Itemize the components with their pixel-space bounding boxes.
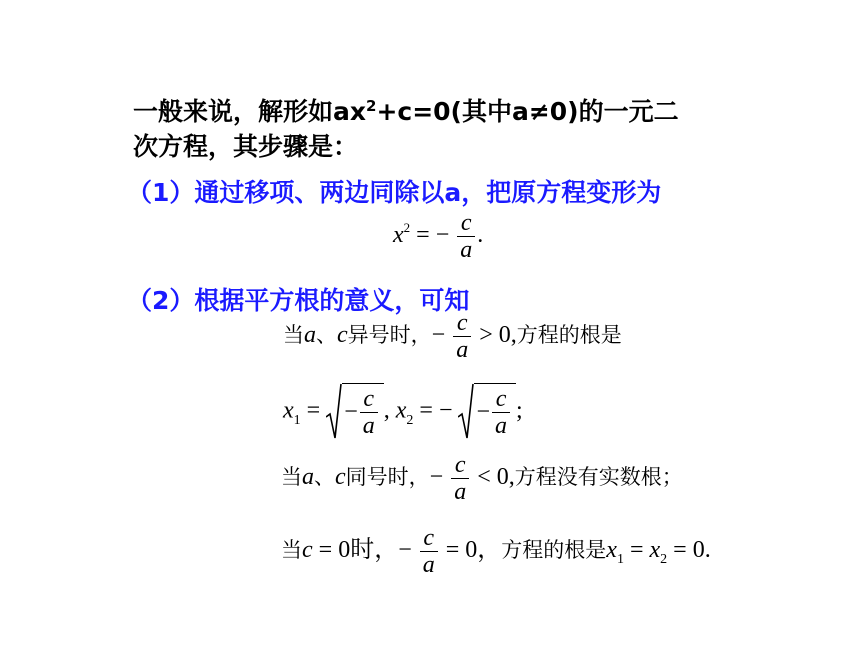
roots-x2-sub: 2 xyxy=(406,412,414,428)
roots-x1-sub: 1 xyxy=(293,412,301,428)
intro-line-1-prefix: 一般来说，解形如ax xyxy=(133,97,366,126)
intro-line-1 xyxy=(133,92,679,128)
case1-when: 当 xyxy=(283,323,304,348)
case1-c: c xyxy=(337,322,348,349)
roots-fraction-1 xyxy=(360,386,378,439)
case1-rel: > 0, xyxy=(479,322,517,349)
case3-cond: = 0时， xyxy=(318,537,399,564)
case3-x2: x xyxy=(649,537,661,564)
case1-tail: 方程的根是 xyxy=(516,323,622,348)
step1-den: a xyxy=(457,236,475,263)
roots-num-1: c xyxy=(363,386,375,412)
case2-den: a xyxy=(451,478,469,505)
roots-end: ; xyxy=(516,397,523,424)
case3-fraction xyxy=(420,525,438,578)
roots-x2: x xyxy=(395,397,407,424)
case1-line xyxy=(283,310,622,363)
intro-line-1-suffix: +c=0(其中a≠0)的一元二 xyxy=(376,97,679,126)
case1-den: a xyxy=(453,336,471,363)
roots-den-2: a xyxy=(492,412,510,439)
step1-fraction xyxy=(457,210,475,263)
case1-sep: 、 xyxy=(316,323,337,348)
intro-line-2: 次方程，其步骤是： xyxy=(133,132,359,161)
radical-sign-icon xyxy=(458,383,474,441)
case2-num: c xyxy=(454,452,466,478)
case1-fraction xyxy=(453,310,471,363)
roots-line xyxy=(283,383,523,441)
case3-minus: − xyxy=(398,537,412,564)
case3-den: a xyxy=(420,551,438,578)
case3-when: 当 xyxy=(281,538,302,563)
case3-x1-sub: 1 xyxy=(616,552,624,568)
case3-line xyxy=(281,525,711,578)
roots-minus-1: − xyxy=(344,399,358,425)
case2-sep: 、 xyxy=(314,465,335,490)
case2-c: c xyxy=(335,464,346,491)
roots-eq2: = − xyxy=(419,397,453,424)
case1-cond: 异号时， xyxy=(347,323,432,348)
step1-end: . xyxy=(477,222,484,249)
case1-a: a xyxy=(304,322,316,349)
case3-end: = 0. xyxy=(673,537,711,564)
case2-a: a xyxy=(302,464,314,491)
step2-heading: （2）根据平方根的意义，可知 xyxy=(127,286,470,315)
case3-rel: = 0， xyxy=(445,537,502,564)
case3-c: c xyxy=(302,537,313,564)
case2-fraction xyxy=(451,452,469,505)
step1-formula xyxy=(393,210,483,263)
step1-x: x xyxy=(393,222,404,249)
roots-sqrt-1 xyxy=(326,383,384,441)
case3-num: c xyxy=(423,525,435,551)
intro-superscript: 2 xyxy=(366,97,377,115)
roots-num-2: c xyxy=(495,386,507,412)
roots-den-1: a xyxy=(360,412,378,439)
case3-x1: x xyxy=(606,537,617,564)
step1-eq: = − xyxy=(416,222,450,249)
case2-rel: < 0, xyxy=(477,464,515,491)
roots-x1: x xyxy=(283,397,294,424)
case2-tail: 方程没有实数根； xyxy=(514,465,683,490)
case1-num: c xyxy=(456,310,468,336)
roots-fraction-2 xyxy=(492,386,510,439)
case3-x2-sub: 2 xyxy=(660,552,668,568)
case3-tail: 方程的根是 xyxy=(501,538,607,563)
case2-line xyxy=(281,452,683,505)
roots-sqrt-2 xyxy=(458,383,516,441)
step1-num: c xyxy=(460,210,472,236)
roots-eq1: = xyxy=(306,397,321,424)
case2-cond: 同号时， xyxy=(345,465,430,490)
case2-minus: − xyxy=(429,464,444,491)
step1-heading: （1）通过移项、两边同除以a，把原方程变形为 xyxy=(127,178,662,207)
step1-exp: 2 xyxy=(403,220,411,236)
roots-minus-2: − xyxy=(476,399,491,425)
radical-sign-icon xyxy=(326,383,342,441)
case2-when: 当 xyxy=(281,465,302,490)
roots-comma: , xyxy=(383,397,390,424)
case1-minus: − xyxy=(431,322,446,349)
case3-eq1: = xyxy=(629,537,644,564)
